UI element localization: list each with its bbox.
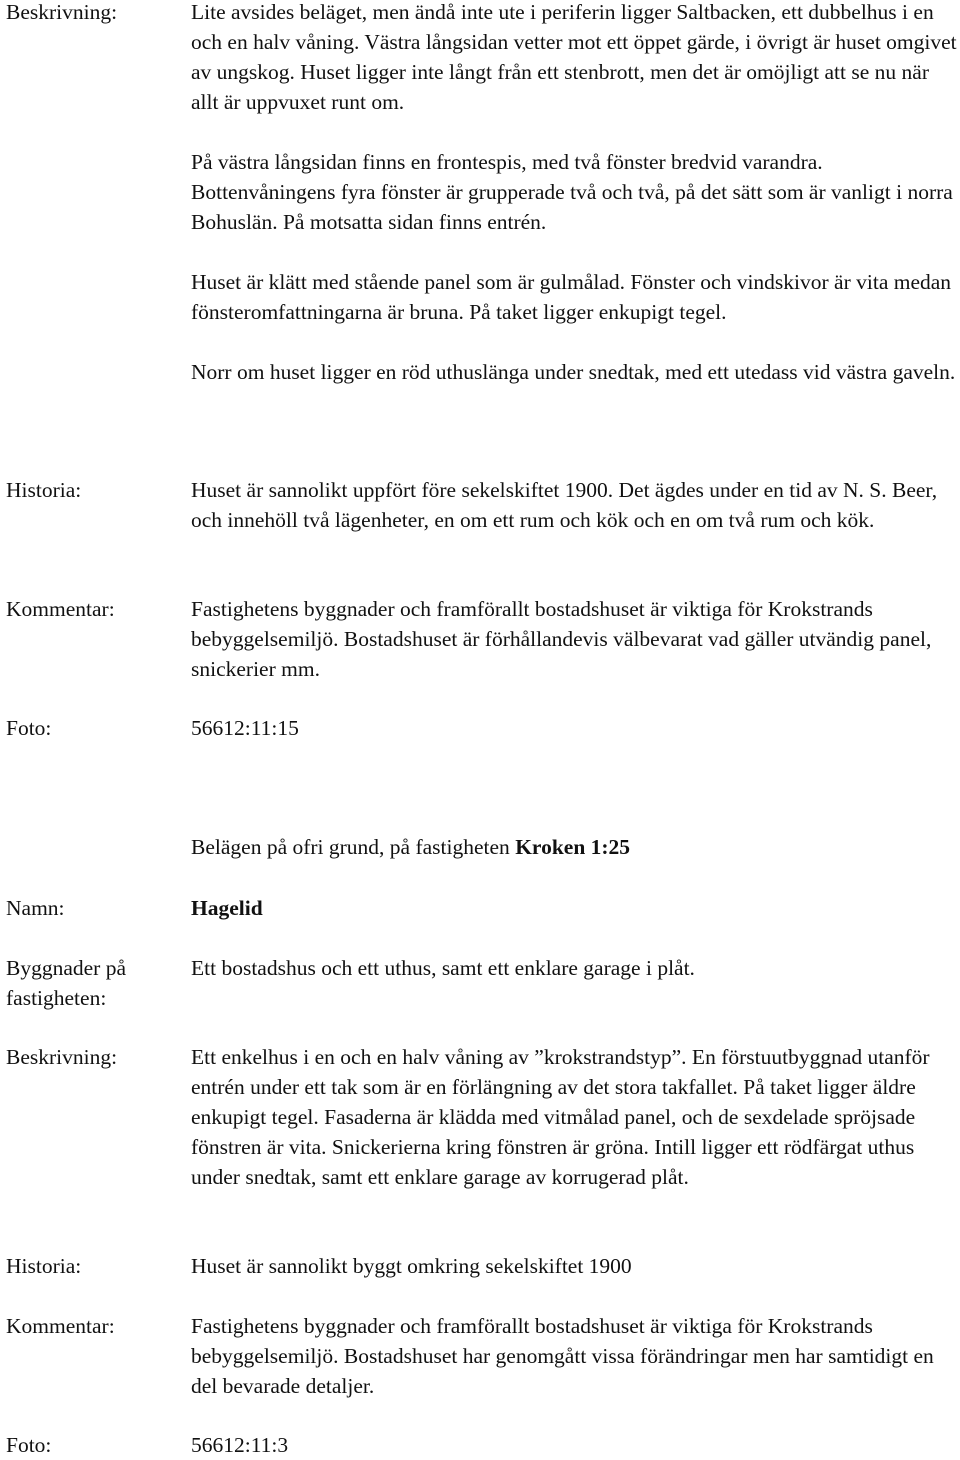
entry2-byggnader-label: Byggnader på fastigheten: <box>6 956 127 1010</box>
entry1-kommentar-text: Fastighetens byggnader och framförallt bostadshuset är viktiga för Krokstrands bebyggelsemiljö. Bostadshuset är förhållandevis välbevarat vad gäller utvändig panel, snickerier mm. <box>191 597 932 681</box>
entry2-kommentar-text: Fastighetens byggnader och framförallt bostadshuset är viktiga för Krokstrands bebyggelsemiljö. Bostadshuset har genomgått vissa förändringar men har samtidigt en del bevarade detaljer. <box>191 1314 934 1398</box>
entry1-beskrivning-paragraph-3: Huset är klätt med stående panel som är gulmålad. Fönster och vindskivor är vita medan fönsteromfattningarna är bruna. På taket ligger enkupigt tegel. <box>191 270 952 324</box>
entry2-beskrivning-text: Ett enkelhus i en och en halv våning av ”krokstrandstyp”. En förstuutbyggnad utanför entrén under ett tak som är en förlängning av det stora takfallet. På taket ligger äldre enkupigt tegel. Fasaderna är klädda med vitmålad panel, och de sexdelade spröjsade fönstren är vita. Snickerierna kring fönstren är gröna. Intill ligger ett rödfärgat uthus under snedtak, samt ett enklare garage av korrugerad plåt. <box>191 1045 930 1189</box>
entry2-location <box>191 832 960 862</box>
entry1-historia-label: Historia: <box>6 478 82 502</box>
entry1-foto-value: 56612:11:15 <box>191 716 299 740</box>
entry1-foto-label: Foto: <box>6 716 52 740</box>
entry2-foto-value: 56612:11:3 <box>191 1433 289 1457</box>
entry1-beskrivning-paragraph-4: Norr om huset ligger en röd uthuslänga under snedtak, med ett utedass vid västra gaveln. <box>191 360 956 384</box>
entry2-location-property: Kroken 1:25 <box>515 835 631 859</box>
entry1-beskrivning-text <box>191 0 960 387</box>
entry2-byggnader-text: Ett bostadshus och ett uthus, samt ett enklare garage i plåt. <box>191 956 695 980</box>
entry1-beskrivning-paragraph-1: Lite avsides beläget, men ändå inte ute i periferin ligger Saltbacken, ett dubbelhus i en och en halv våning. Västra långsidan vetter mot ett öppet gärde, i övrigt är huset omgivet av ungskog. Huset ligger inte långt från ett stenbrott, men det är omöjligt att se nu när allt är uppvuxet runt om. <box>191 0 957 114</box>
entry2-namn-label: Namn: <box>6 896 65 920</box>
entry2-historia-text: Huset är sannolikt byggt omkring sekelskiftet 1900 <box>191 1254 632 1278</box>
entry2-historia-label: Historia: <box>6 1254 82 1278</box>
entry2-namn-value <box>191 893 960 923</box>
entry2-location-prefix: Belägen på ofri grund, på fastigheten <box>191 835 516 859</box>
entry2-kommentar-label: Kommentar: <box>6 1314 115 1338</box>
entry2-beskrivning-label: Beskrivning: <box>6 1045 118 1069</box>
entry1-historia-text: Huset är sannolikt uppfört före sekelskiftet 1900. Det ägdes under en tid av N. S. Beer, och innehöll två lägenheter, en om ett rum och kök och en om två rum och kök. <box>191 478 938 532</box>
entry2-namn-bold: Hagelid <box>191 896 263 920</box>
entry2-foto-label: Foto: <box>6 1433 52 1457</box>
entry1-beskrivning-label: Beskrivning: <box>6 0 118 24</box>
entry1-kommentar-label: Kommentar: <box>6 597 115 621</box>
entry1-beskrivning-paragraph-2: På västra långsidan finns en frontespis, med två fönster bredvid varandra. Bottenvåningens fyra fönster är grupperade två och två, på det sätt som är vanligt i norra Bohuslän. På motsatta sidan finns entrén. <box>191 150 953 234</box>
